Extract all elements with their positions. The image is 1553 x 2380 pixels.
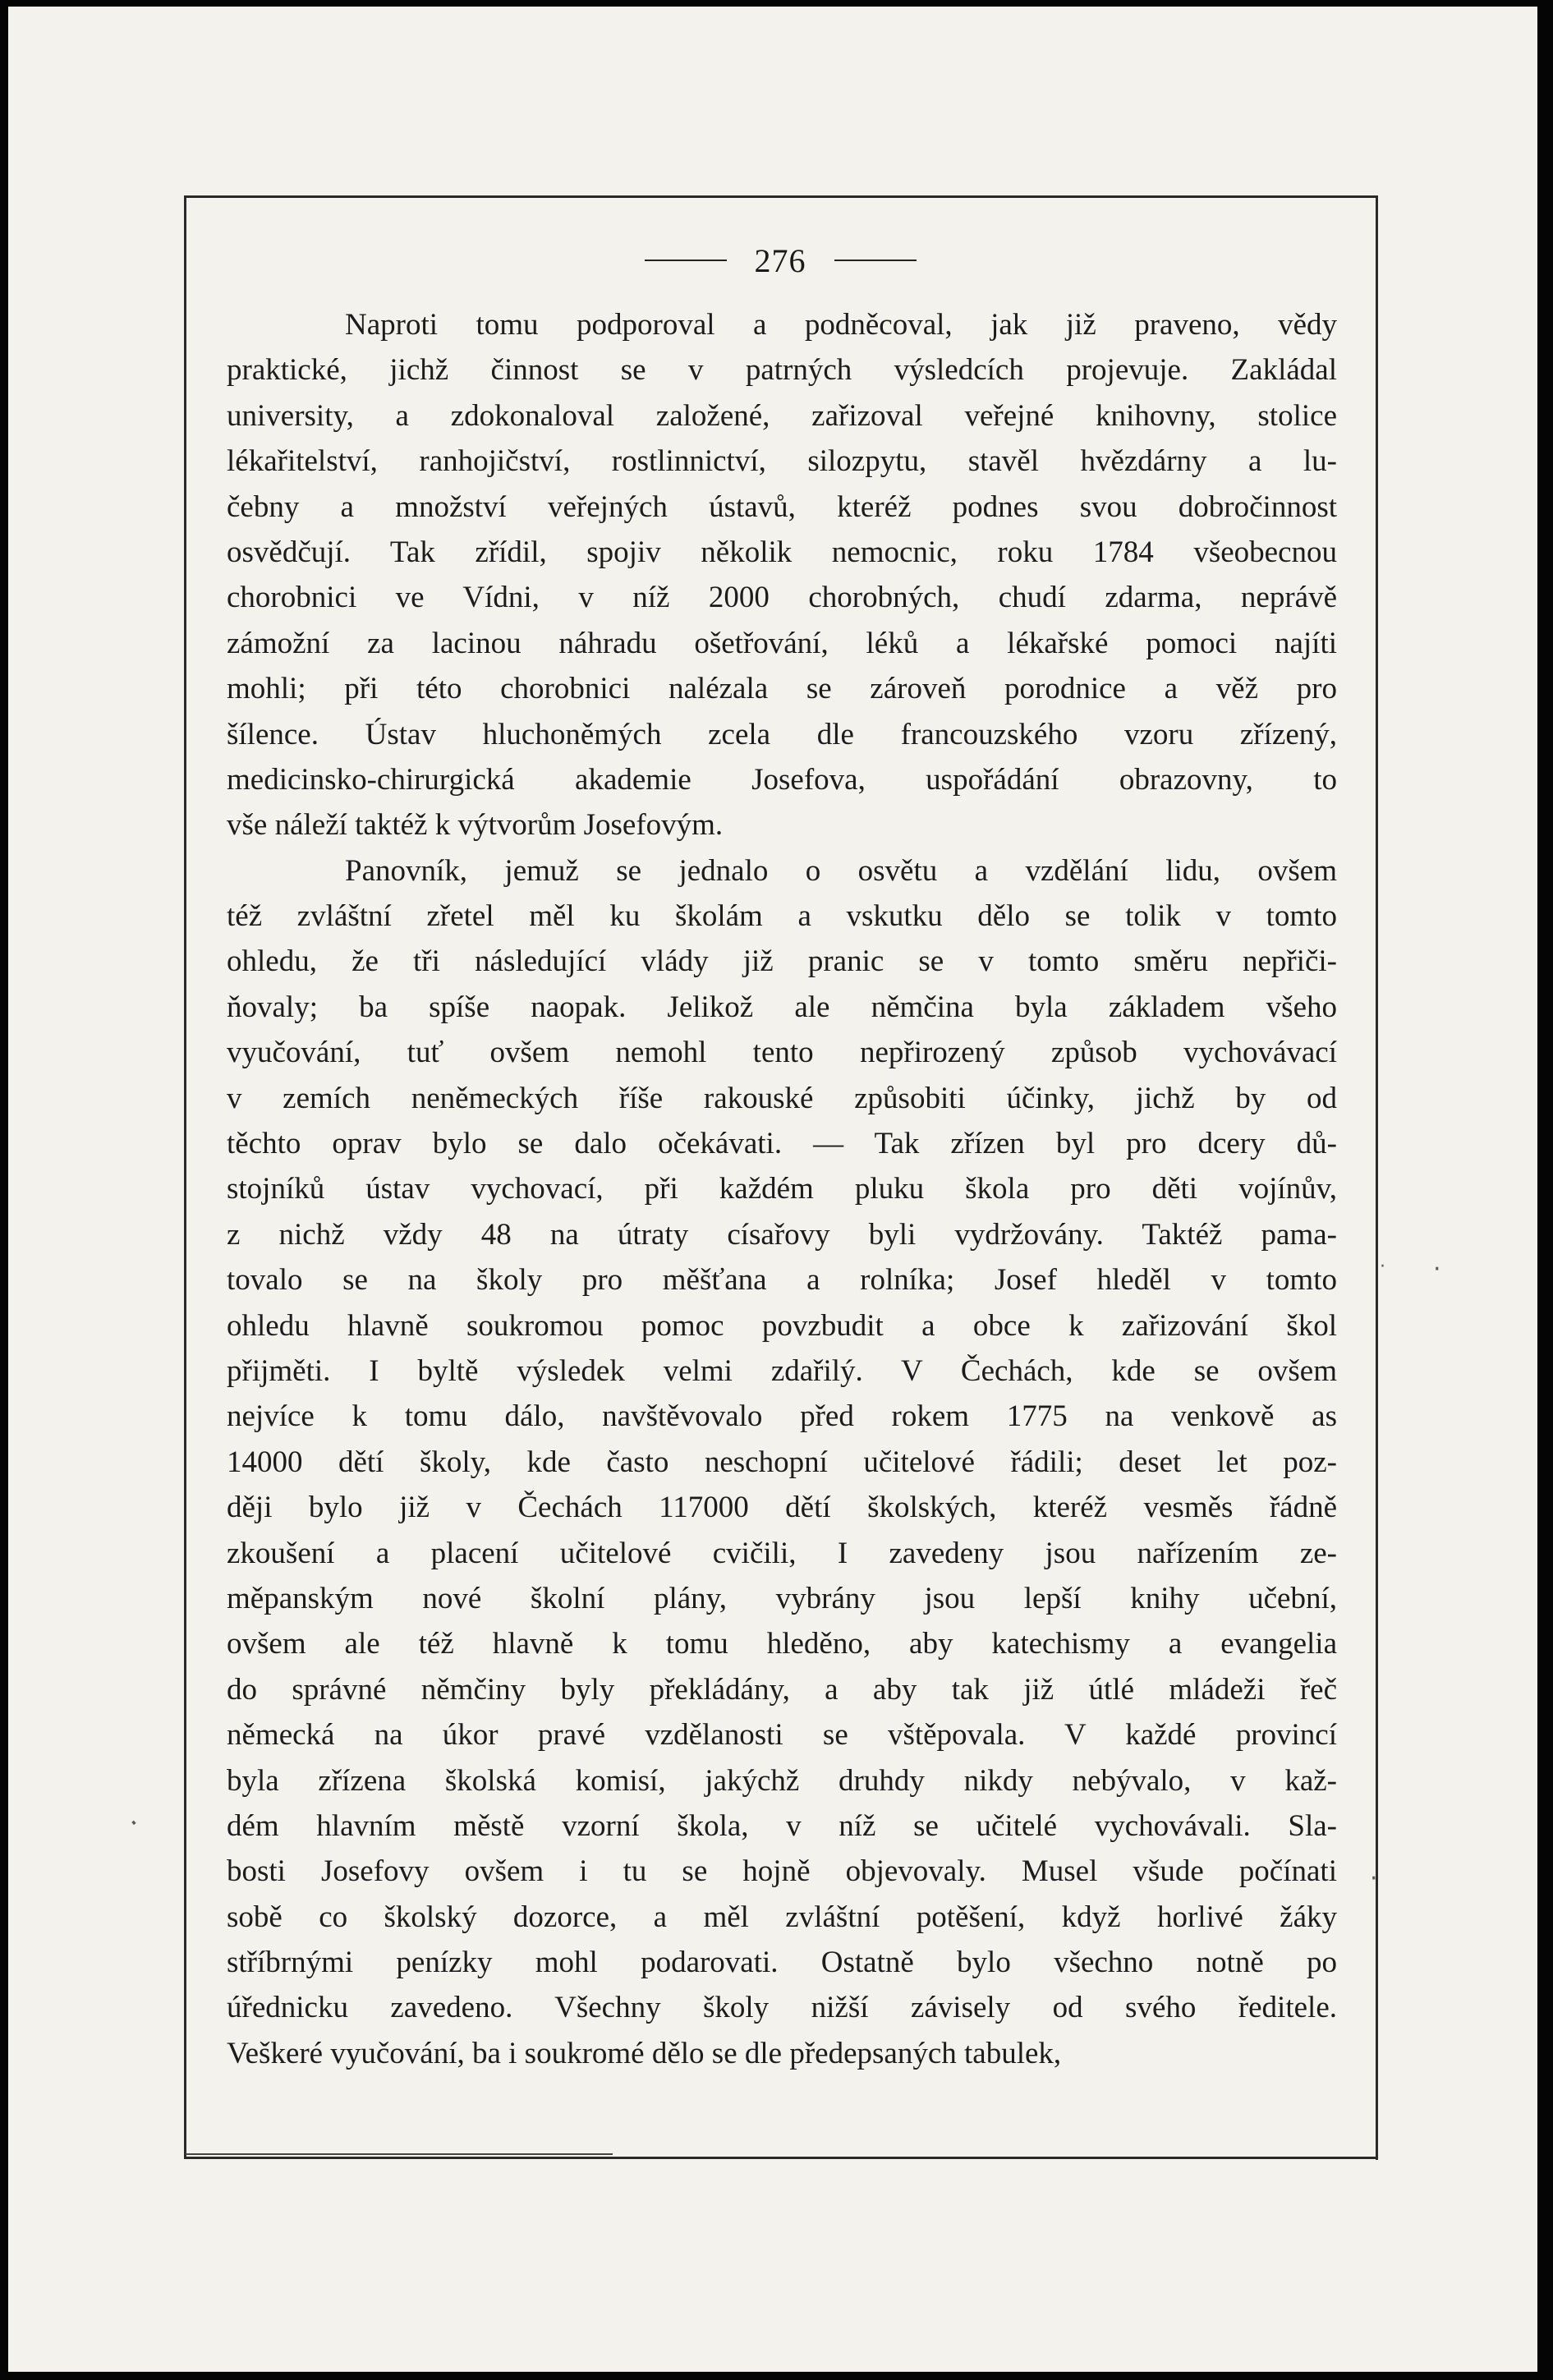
text-line: ději bylo již v Čechách 117000 dětí školských, kteréž vesměs řádně xyxy=(227,1491,1337,1525)
text-line: z nichž vždy 48 na útraty císařovy byli vydržovány. Taktéž pama- xyxy=(227,1217,1337,1252)
text-line: úřednicku zavedeno. Všechny školy nižší závisely od svého ředitele. xyxy=(227,1991,1337,2025)
text-line: ňovaly; ba spíše naopak. Jelikož ale němčina byla základem všeho xyxy=(227,990,1337,1024)
speck-mark: · xyxy=(1370,1864,1378,1893)
text-line: mohli; při této chorobnici nalézala se zároveň porodnice a věž pro xyxy=(227,672,1337,706)
text-line: nejvíce k tomu dálo, navštěvovalo před rokem 1775 na venkově as xyxy=(227,1399,1337,1434)
page-number: 276 xyxy=(754,241,806,279)
frame-rule-top xyxy=(184,195,1378,198)
text-line: dém hlavním městě vzorní škola, v níž se učitelé vychovávali. Sla- xyxy=(227,1808,1337,1843)
text-line: chorobnici ve Vídni, v níž 2000 chorobných, chudí zdarma, neprávě xyxy=(227,581,1337,615)
text-line: osvědčují. Tak zřídil, spojiv několik nemocnic, roku 1784 všeobecnou xyxy=(227,535,1337,569)
speck-mark: · xyxy=(1433,1255,1441,1284)
text-line: přijměti. I byltě výsledek velmi zdařilý. V Čechách, kde se ovšem xyxy=(227,1353,1337,1388)
frame-rule-left xyxy=(184,197,186,2158)
paragraph xyxy=(227,848,1337,2077)
text-line: byla zřízena školská komisí, jakýchž druhdy nikdy nebývalo, v kaž- xyxy=(227,1763,1337,1798)
text-line: university, a zdokonaloval založené, zařizoval veřejné knihovny, stolice xyxy=(227,398,1337,433)
paragraph xyxy=(227,302,1337,848)
text-line: medicinsko-chirurgická akademie Josefova, uspořádání obrazovny, to xyxy=(227,762,1337,797)
text-line: též zvláštní zřetel měl ku školám a vskutku dělo se tolik v tomto xyxy=(227,899,1337,934)
frame-rule-bottom xyxy=(184,2157,1378,2159)
header-dash-left xyxy=(645,260,727,261)
text-line: 14000 dětí školy, kde často neschopní učitelové řádili; deset let poz- xyxy=(227,1445,1337,1479)
text-line: ohledu hlavně soukromou pomoc povzbudit a obce k zařizování škol xyxy=(227,1308,1337,1343)
text-line: Naproti tomu podporoval a podněcoval, jak již praveno, vědy xyxy=(345,308,1337,342)
text-line: lékařitelství, ranhojičství, rostlinnictví, silozpytu, stavěl hvězdárny a lu- xyxy=(227,444,1337,479)
page-header xyxy=(222,240,1339,281)
speck-mark: · xyxy=(120,1808,149,1839)
text-line: v zemích neněmeckých říše rakouské způsobiti účinky, jichž by od xyxy=(227,1081,1337,1115)
text-line: stříbrnými penízky mohl podarovati. Ostatně bylo všechno notně po xyxy=(227,1946,1337,1980)
text-line: vše náleží taktéž k výtvorům Josefovým. xyxy=(227,808,724,843)
text-line: vyučování, tuť ovšem nemohl tento nepřirozený způsob vychovávací xyxy=(227,1036,1337,1070)
text-line: zámožní za lacinou náhradu ošetřování, léků a lékařské pomoci najíti xyxy=(227,626,1337,660)
header-dash-right xyxy=(834,260,917,261)
text-line: zkoušení a placení učitelové cvičili, I zavedeny jsou nařízením ze- xyxy=(227,1536,1337,1570)
body-text xyxy=(227,302,1337,2093)
text-line: měpanským nové školní plány, vybrány jsou lepší knihy učební, xyxy=(227,1581,1337,1615)
text-line: německá na úkor pravé vzdělanosti se vštěpovala. V každé provincí xyxy=(227,1718,1337,1753)
speck-mark: · xyxy=(1380,1257,1385,1277)
text-line: ovšem ale též hlavně k tomu hleděno, aby katechismy a evangelia xyxy=(227,1627,1337,1661)
text-line: praktické, jichž činnost se v patrných výsledcích projevuje. Zakládal xyxy=(227,353,1337,388)
text-line: Veškeré vyučování, ba i soukromé dělo se dle předepsaných tabulek, xyxy=(227,2036,1062,2070)
frame-rule-bottom-inner xyxy=(186,2153,613,2155)
text-line: čebny a množství veřejných ústavů, kteréž podnes svou dobročinnost xyxy=(227,489,1337,524)
text-line: do správné němčiny byly překládány, a aby tak již útlé mládeži řeč xyxy=(227,1672,1337,1707)
text-line: šílence. Ústav hluchoněmých zcela dle francouzského vzoru zřízený, xyxy=(227,717,1337,751)
text-line: těchto oprav bylo se dalo očekávati. — Tak zřízen byl pro dcery dů- xyxy=(227,1127,1337,1161)
text-line: tovalo se na školy pro měšťana a rolníka; Josef hleděl v tomto xyxy=(227,1263,1337,1298)
text-line: stojníků ústav vychovací, při každém pluku škola pro děti vojínův, xyxy=(227,1172,1337,1206)
text-line: sobě co školský dozorce, a měl zvláštní potěšení, když horlivé žáky xyxy=(227,1900,1337,1934)
text-line: ohledu, že tři následující vlády již pranic se v tomto směru nepřiči- xyxy=(227,944,1337,979)
text-line: Panovník, jemuž se jednalo o osvětu a vzdělání lidu, ovšem xyxy=(345,853,1337,888)
text-line: bosti Josefovy ovšem i tu se hojně objevovaly. Musel všude počínati xyxy=(227,1854,1337,1889)
